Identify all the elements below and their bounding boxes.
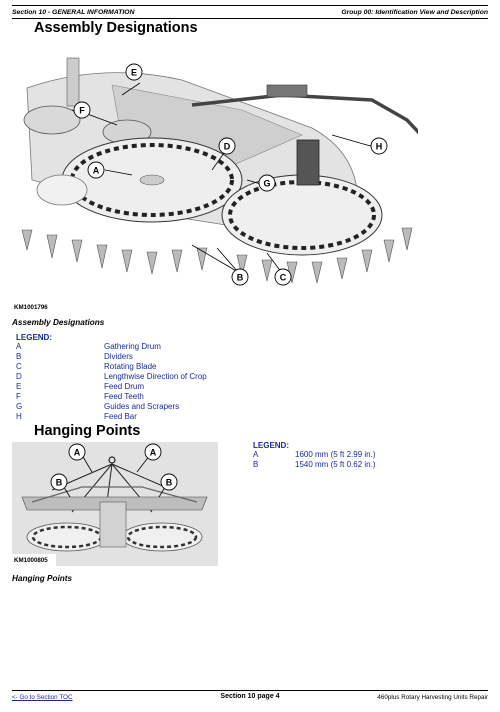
legend-text: Lengthwise Direction of Crop bbox=[104, 372, 207, 381]
legend-letter: B bbox=[253, 460, 259, 469]
hanging-heading: Hanging Points bbox=[34, 423, 141, 439]
callout-g: G bbox=[263, 178, 271, 189]
legend-row bbox=[16, 362, 276, 372]
hanging-caption: Hanging Points bbox=[12, 574, 73, 583]
legend-letter: A bbox=[16, 342, 22, 351]
legend-text: Guides and Scrapers bbox=[104, 402, 180, 411]
legend-text: Feed Teeth bbox=[104, 392, 144, 401]
legend-letter: G bbox=[16, 402, 23, 411]
legend-row bbox=[16, 392, 276, 402]
legend-row bbox=[16, 352, 276, 362]
callout-c: C bbox=[279, 272, 287, 283]
assembly-image-id: KM1001796 bbox=[14, 304, 48, 311]
legend-row bbox=[16, 342, 276, 352]
legend-letter: H bbox=[16, 412, 22, 421]
hanging-illustration bbox=[12, 442, 218, 566]
footer-doc-title: 460plus Rotary Harvesting Units Repair bbox=[377, 694, 488, 701]
callout-f: F bbox=[79, 105, 85, 116]
legend-letter: D bbox=[16, 372, 22, 381]
assembly-caption: Assembly Designations bbox=[12, 318, 105, 327]
legend-text: Rotating Blade bbox=[104, 362, 157, 371]
legend-text: Dividers bbox=[104, 352, 133, 361]
hanging-callout-b-left: B bbox=[55, 477, 63, 488]
hanging-legend-title: LEGEND: bbox=[253, 441, 289, 450]
callout-a: A bbox=[92, 165, 100, 176]
legend-letter: C bbox=[16, 362, 22, 371]
legend-text: Feed Drum bbox=[104, 382, 145, 391]
hanging-callout-b-right: B bbox=[165, 477, 173, 488]
assembly-heading: Assembly Designations bbox=[34, 20, 198, 36]
hanging-callout-a-right: A bbox=[149, 447, 157, 458]
assembly-legend bbox=[16, 333, 276, 422]
header-bottom-rule bbox=[12, 18, 488, 19]
header-top-rule bbox=[12, 5, 488, 6]
legend-text: 1540 mm (5 ft 0.62 in.) bbox=[295, 460, 376, 469]
go-to-section-toc-link[interactable]: <- Go to Section TOC bbox=[12, 694, 73, 701]
header-section: Section 10 - GENERAL INFORMATION bbox=[12, 9, 135, 16]
hanging-legend bbox=[253, 441, 453, 470]
legend-row bbox=[16, 412, 276, 422]
callout-h: H bbox=[375, 141, 383, 152]
legend-letter: F bbox=[16, 392, 21, 401]
footer-rule bbox=[12, 690, 488, 691]
callout-e: E bbox=[130, 67, 138, 78]
legend-letter: B bbox=[16, 352, 22, 361]
callout-d: D bbox=[223, 141, 231, 152]
hanging-callout-a-left: A bbox=[73, 447, 81, 458]
assembly-illustration bbox=[12, 40, 418, 298]
assembly-legend-title: LEGEND: bbox=[16, 333, 52, 342]
header-group: Group 00: Identification View and Description bbox=[341, 9, 488, 16]
legend-text: Gathering Drum bbox=[104, 342, 161, 351]
legend-row bbox=[253, 460, 453, 470]
legend-text: 1600 mm (5 ft 2.99 in.) bbox=[295, 450, 376, 459]
footer-page-number: Section 10 page 4 bbox=[220, 693, 280, 700]
legend-text: Feed Bar bbox=[104, 412, 137, 421]
legend-row bbox=[16, 402, 276, 412]
legend-letter: E bbox=[16, 382, 22, 391]
callout-b: B bbox=[236, 272, 244, 283]
legend-row bbox=[16, 372, 276, 382]
legend-letter: A bbox=[253, 450, 259, 459]
legend-row bbox=[253, 450, 453, 460]
hanging-image-id: KM1000805 bbox=[14, 557, 48, 564]
legend-row bbox=[16, 382, 276, 392]
